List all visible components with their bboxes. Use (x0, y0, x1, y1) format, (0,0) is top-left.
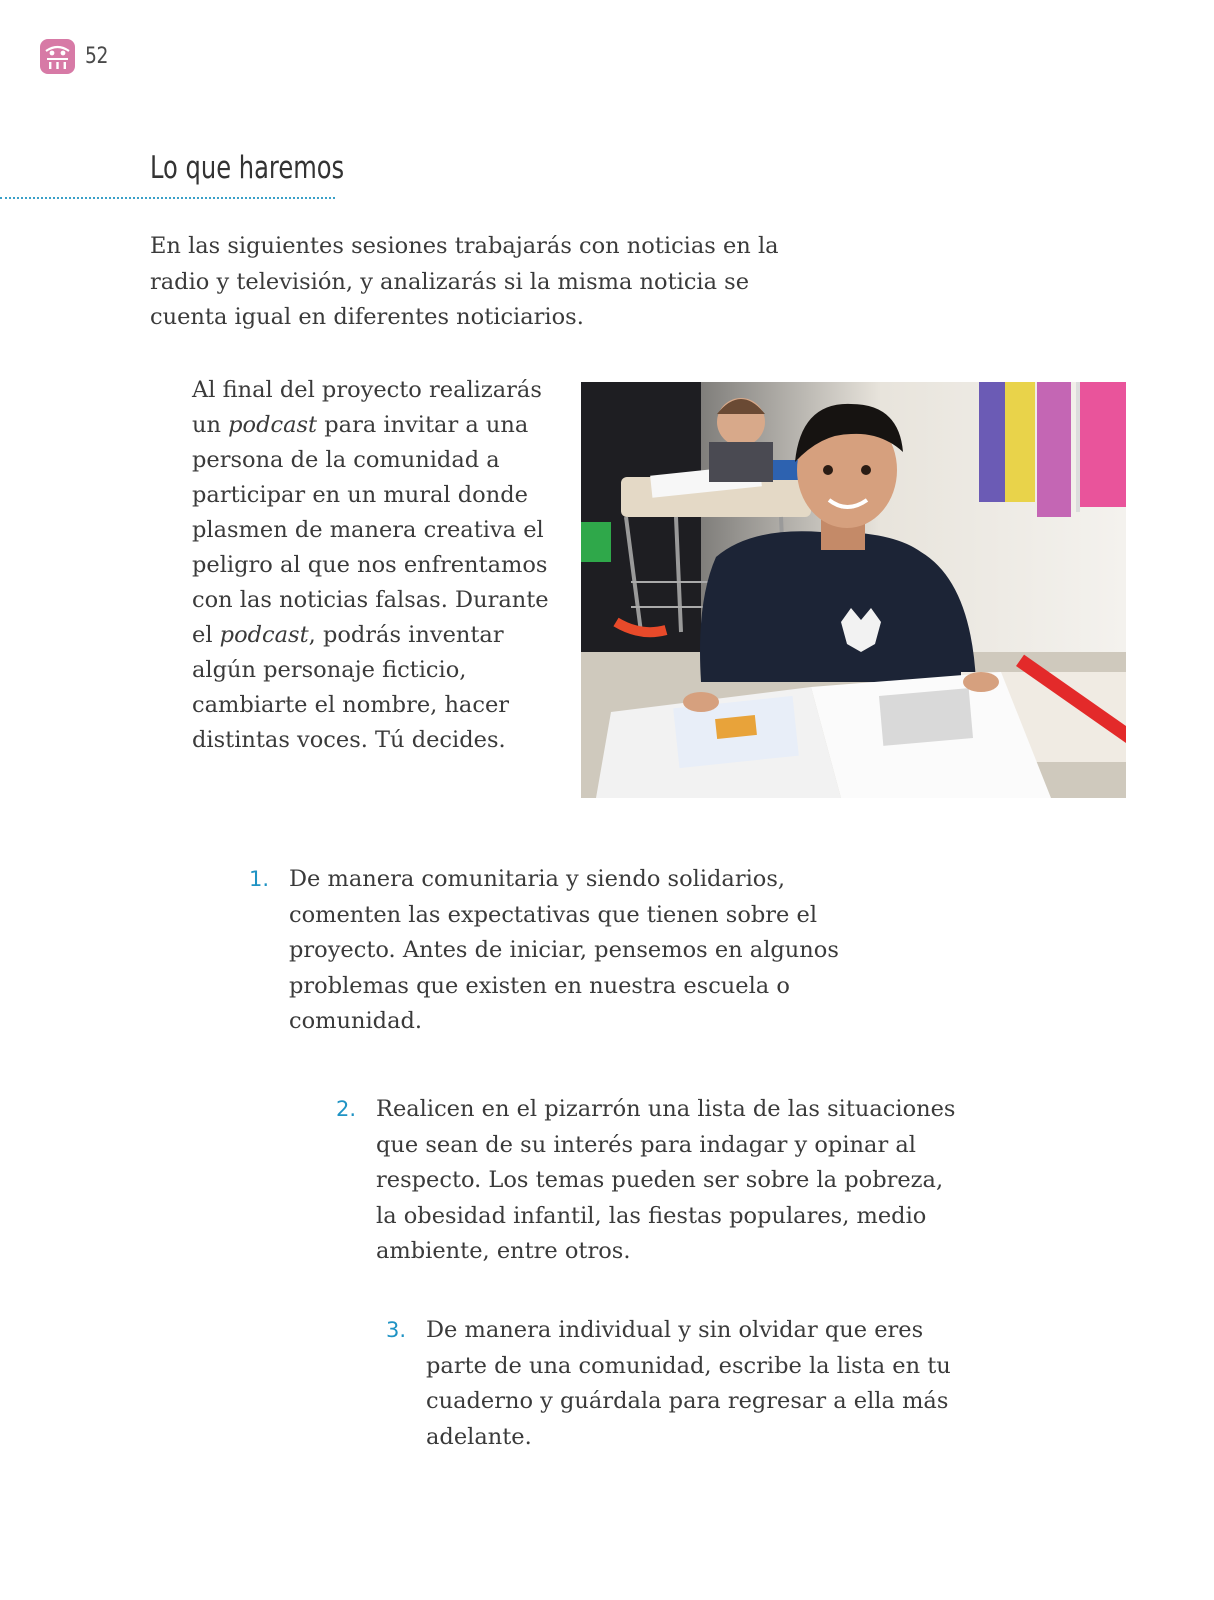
step-number-3: 3. (386, 1318, 407, 1342)
project-italic-1: podcast (228, 412, 318, 438)
step-text-2: Realicen en el pizarrón una lista de las situaciones que sean de su interés para indagar y opinar al respecto. Los temas pueden ser sobre la pobreza, la obesidad infantil, las fiestas populares, medio ambiente, entre otros. (376, 1096, 956, 1264)
classroom-photo (581, 382, 1126, 798)
page-folio (40, 39, 112, 74)
step-text-3: De manera individual y sin olvidar que eres parte de una comunidad, escribe la lista en tu cuaderno y guárdala para regresar a ella más adelante. (426, 1317, 951, 1450)
step-number-1: 1. (249, 867, 270, 891)
step-number-2: 2. (336, 1097, 357, 1121)
project-text-2: para invitar a una persona de la comunidad a participar en un mural donde plasmen de manera creativa el peligro al que nos enfrentamos con las noticias falsas. Durante el (192, 412, 549, 648)
project-text-1: Al final del proyecto realizarás un (192, 377, 542, 438)
title-divider (0, 197, 335, 199)
pink-glyph-icon (40, 39, 75, 74)
step-item-1 (249, 862, 849, 1040)
section-title: Lo que haremos (150, 150, 345, 186)
project-italic-2: podcast (219, 622, 309, 648)
intro-paragraph: En las siguientes sesiones trabajarás con noticias en la radio y televisión, y analizarás si la misma noticia se cuenta igual en diferentes noticiarios. (150, 233, 779, 330)
project-text-3: , podrás inventar algún personaje ficticio, cambiarte el nombre, hacer distintas voces. Tú decides. (192, 622, 510, 753)
page-number: 52 (85, 44, 108, 69)
project-paragraph (192, 373, 572, 758)
step-item-2 (336, 1092, 966, 1270)
step-item-3 (386, 1313, 986, 1455)
step-text-1: De manera comunitaria y siendo solidarios, comenten las expectativas que tienen sobre el proyecto. Antes de iniciar, pensemos en algunos problemas que existen en nuestra escuela o comunidad. (289, 866, 839, 1034)
classroom-illustration (581, 382, 1126, 798)
